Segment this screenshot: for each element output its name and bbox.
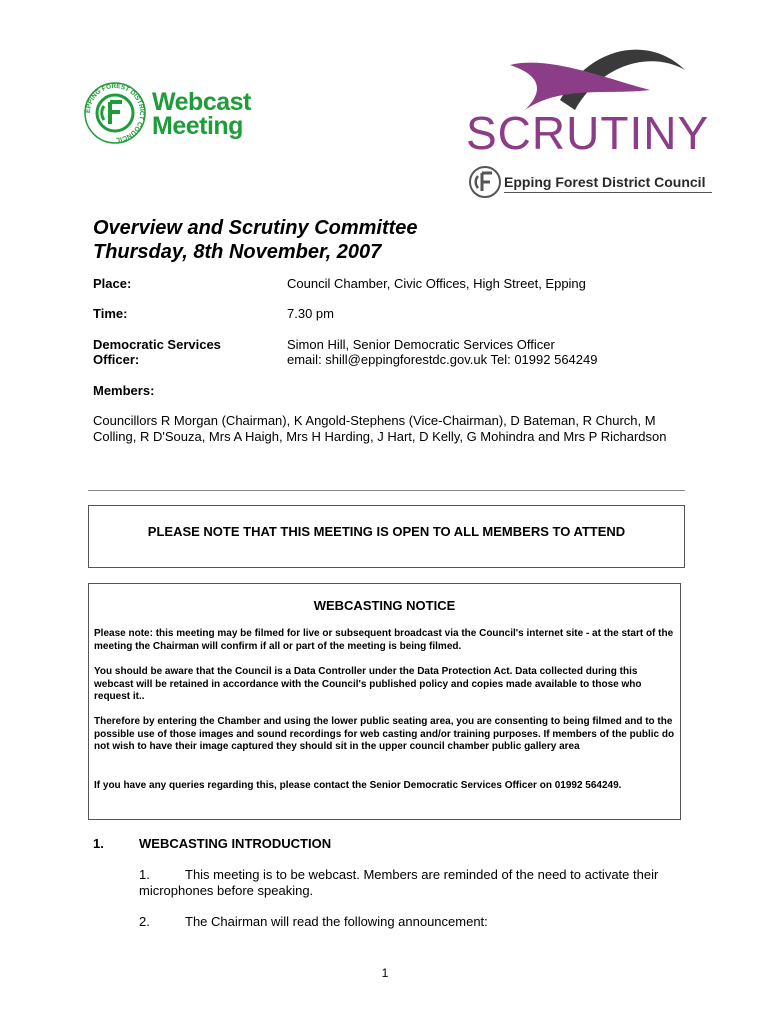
agenda-subitem-1 [139, 867, 685, 899]
subitem-2-number: 2. [139, 914, 150, 929]
time-value: 7.30 pm [287, 306, 334, 321]
officer-label-line2: Officer: [93, 352, 140, 367]
webcast-meeting-logo [80, 84, 280, 144]
members-heading: Members: [93, 383, 155, 398]
webcasting-notice-para1: Please note: this meeting may be filmed for live or subsequent broadcast via the Council's internet site - at the start of the meeting the Chairman will confirm if all or part of the meeting is being filmed. [94, 628, 674, 652]
subitem-1-number: 1. [139, 867, 150, 882]
webcast-logo-line1: Webcast [152, 88, 251, 116]
webcasting-notice-para3: Therefore by entering the Chamber and using the lower public seating area, you are consenting to being filmed and to the possible use of those images and sound recordings for web casting and/or training purposes. If members of the public do not wish to have their image captured they should sit in the upper council chamber public gallery area [94, 716, 675, 752]
place-label: Place: [93, 276, 132, 291]
officer-contact: email: shill@eppingforestdc.gov.uk Tel: 01992 564249 [287, 352, 598, 367]
agenda-subitem-2 [139, 914, 685, 930]
webcasting-notice-para4: If you have any queries regarding this, please contact the Senior Democratic Services Officer on 01992 564249. [94, 780, 622, 791]
open-meeting-notice-box [88, 505, 685, 568]
section-divider [88, 490, 685, 491]
page-number: 1 [381, 966, 389, 980]
webcast-logo-line2: Meeting [152, 112, 243, 140]
efdc-ring-logo-icon [80, 78, 150, 148]
council-name-underline [504, 192, 712, 193]
subitem-2-text: The Chairman will read the following announcement: [185, 914, 488, 929]
svg-text:EPPING FOREST DISTRICT COUNCIL: EPPING FOREST DISTRICT COUNCIL [84, 82, 146, 144]
open-meeting-notice: PLEASE NOTE THAT THIS MEETING IS OPEN TO ALL MEMBERS TO ATTEND [147, 524, 626, 539]
committee-title: Overview and Scrutiny Committee [93, 217, 418, 239]
subitem-1-text: This meeting is to be webcast. Members are reminded of the need to activate their microphones before speaking. [139, 867, 659, 898]
scrutiny-wordmark: SCRUTINY [466, 107, 710, 159]
webcasting-notice-heading: WEBCASTING NOTICE [313, 598, 456, 613]
members-list: Councillors R Morgan (Chairman), K Angold-Stephens (Vice-Chairman), D Bateman, R Church, M Colling, R D'Souza, Mrs A Haigh, Mrs H Harding, J Hart, D Kelly, G Mohindra and Mrs P Richardson [93, 413, 667, 444]
place-value: Council Chamber, Civic Offices, High Street, Epping [287, 276, 586, 291]
council-name: Epping Forest District Council [504, 174, 706, 190]
officer-label-line1: Democratic Services [93, 337, 221, 352]
webcasting-notice-box [88, 583, 681, 820]
webcasting-notice-para2: You should be aware that the Council is a Data Controller under the Data Protection Act. Data collected during this webcast will be retained in accordance with the Council's published policy and copies made available to those who request it.. [94, 666, 642, 702]
time-label: Time: [93, 306, 128, 321]
agenda-item-heading: WEBCASTING INTRODUCTION [139, 836, 332, 851]
officer-name: Simon Hill, Senior Democratic Services Officer [287, 337, 555, 352]
agenda-item-number: 1. [93, 836, 104, 851]
efdc-emblem-icon [468, 165, 502, 199]
meeting-date: Thursday, 8th November, 2007 [93, 241, 382, 263]
